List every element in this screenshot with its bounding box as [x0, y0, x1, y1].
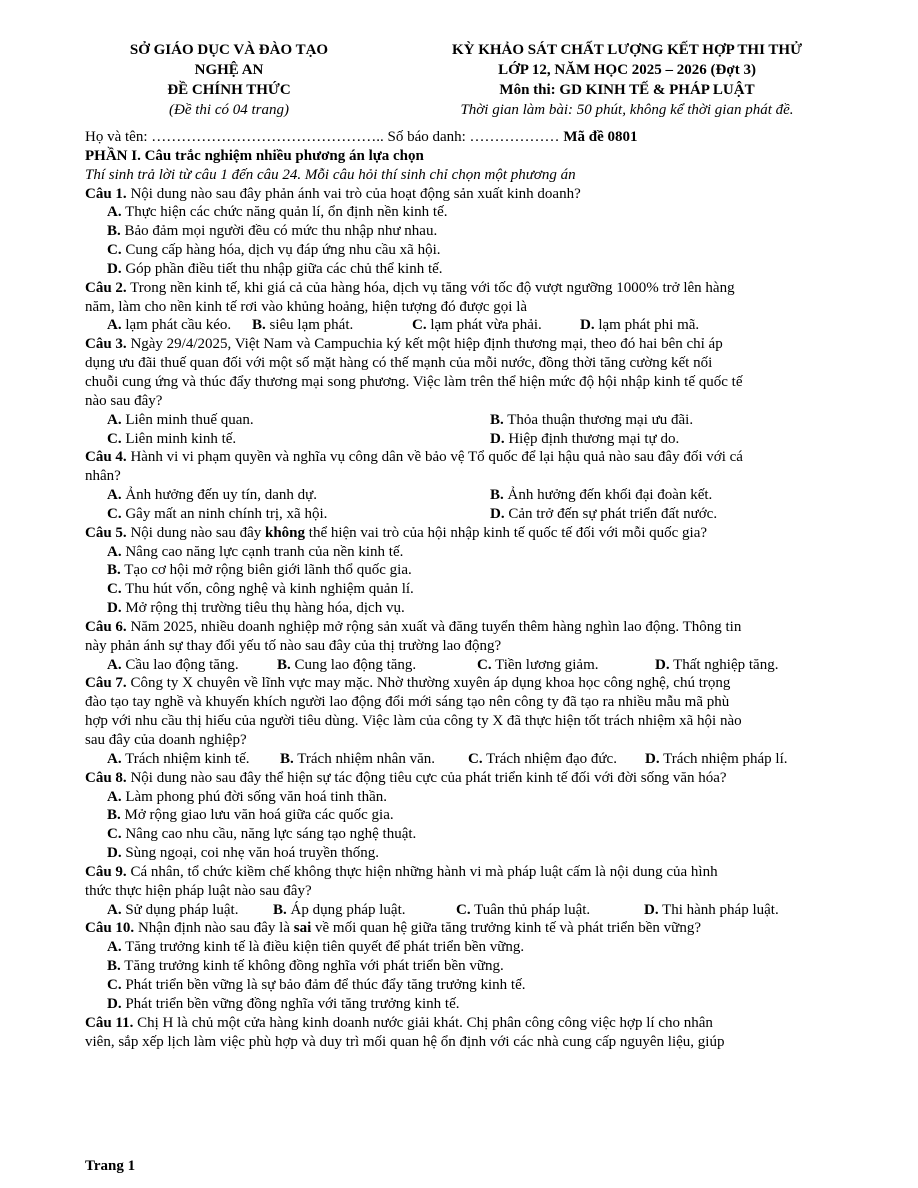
option-text: Áp dụng pháp luật. [286, 901, 406, 918]
option-letter: B. [490, 411, 504, 428]
province-name: NGHỆ AN [194, 62, 264, 78]
option-b [277, 656, 477, 675]
header-left [92, 40, 366, 120]
question-text: Hành vi vi phạm quyền và nghĩa vụ công dân về bảo vệ Tổ quốc để lại hậu quả nào sau đây đối với cá [126, 449, 743, 466]
option-c [107, 505, 490, 524]
question-text: thể hiện vai trò của hội nhập kinh tế quốc tế đối với mỗi quốc gia? [305, 524, 708, 541]
question-1 [85, 185, 875, 279]
question-text: thức thực hiện pháp luật nào sau đây? [85, 882, 312, 899]
option-d [85, 599, 875, 618]
option-d [490, 430, 873, 449]
option-text: Trách nhiệm pháp lí. [659, 750, 788, 767]
question-number: Câu 3. [85, 336, 127, 353]
option-letter: D. [655, 656, 670, 673]
question-text: năm, làm cho nền kinh tế rơi vào khủng hoảng, hiện tượng đó được gọi là [85, 298, 528, 315]
option-letter: C. [107, 505, 122, 522]
option-text: Cung lao động tăng. [290, 656, 417, 673]
student-info-line [85, 128, 875, 147]
option-a [107, 901, 273, 920]
option-text: Phát triển bền vững là sự bảo đảm để thúc đẩy tăng trưởng kinh tế. [121, 976, 526, 993]
question-text: sau đây của doanh nghiệp? [85, 732, 247, 748]
question-number: Câu 10. [85, 920, 135, 937]
question-text: Nội dung nào sau đây thể hiện sự tác động tiêu cực của phát triển kinh tế đối với đời sống văn hóa? [126, 769, 727, 786]
option-a [107, 316, 252, 335]
question-text: đào tạo tay nghề và khuyến khích người lao động đổi mới sáng tạo nên công ty đã tạo ra nhiều mẫu mã phù [85, 694, 730, 711]
option-text: Liên minh thuế quan. [121, 411, 254, 428]
option-letter: A. [107, 901, 122, 918]
option-letter: B. [107, 807, 121, 824]
option-text: Trách nhiệm nhân văn. [293, 750, 435, 767]
option-b [85, 222, 875, 241]
option-a [85, 938, 875, 957]
exam-subject: Môn thi: GD KINH TẾ & PHÁP LUẬT [499, 82, 755, 98]
question-number: Câu 5. [85, 524, 127, 541]
options-row [85, 750, 875, 769]
question-number: Câu 11. [85, 1014, 134, 1031]
question-number: Câu 1. [85, 185, 127, 202]
official-label: ĐỀ CHÍNH THỨC [167, 82, 291, 98]
option-b [85, 561, 875, 580]
option-a [107, 486, 490, 505]
option-text: Hiệp định thương mại tự do. [504, 430, 680, 447]
question-text: nào sau đây? [85, 392, 163, 409]
question-text: Nội dung nào sau đây phản ánh vai trò của hoạt động sản xuất kinh doanh? [126, 185, 581, 202]
option-letter: D. [580, 317, 595, 334]
option-text: Trách nhiệm đạo đức. [482, 750, 617, 767]
options-row [85, 486, 875, 505]
question-number: Câu 8. [85, 769, 127, 786]
option-letter: B. [107, 223, 121, 240]
option-letter: B. [273, 901, 287, 918]
question-9 [85, 863, 875, 920]
option-d [490, 505, 873, 524]
option-a [85, 788, 875, 807]
option-c [468, 750, 645, 769]
option-letter: D. [107, 995, 122, 1012]
option-letter: B. [252, 317, 266, 334]
option-a [107, 750, 280, 769]
option-letter: C. [468, 750, 483, 767]
page-number: Trang 1 [85, 1158, 136, 1174]
option-text: Liên minh kinh tế. [121, 430, 237, 447]
option-letter: C. [107, 430, 122, 447]
question-number: Câu 4. [85, 449, 127, 466]
option-letter: C. [456, 901, 471, 918]
option-text: lạm phát cầu kéo. [121, 317, 232, 334]
option-text: Thỏa thuận thương mại ưu đãi. [503, 411, 694, 428]
options-row [85, 430, 875, 449]
option-text: Làm phong phú đời sống văn hoá tinh thần. [121, 788, 387, 805]
option-text: Tăng trưởng kinh tế không đồng nghĩa với phát triển bền vững. [120, 958, 504, 975]
option-text: Sử dụng pháp luật. [121, 901, 239, 918]
option-letter: A. [107, 487, 122, 504]
student-info-text: Họ và tên: ……………………………………….. Số báo danh: ……………… [85, 129, 564, 145]
options-row [85, 901, 875, 920]
question-text: Công ty X chuyên về lĩnh vực may mặc. Nhờ thường xuyên áp dụng khoa học công nghệ, chú trọng [126, 675, 731, 692]
option-letter: B. [490, 487, 504, 504]
question-number: Câu 9. [85, 863, 127, 880]
option-text: Ảnh hưởng đến uy tín, danh dự. [121, 487, 318, 504]
option-letter: A. [107, 750, 122, 767]
option-letter: C. [107, 242, 122, 259]
option-text: lạm phát phi mã. [594, 317, 700, 334]
option-letter: A. [107, 656, 122, 673]
exam-duration: Thời gian làm bài: 50 phút, không kể thời gian phát đề. [460, 102, 794, 118]
option-text: Thực hiện các chức năng quản lí, ổn định nền kinh tế. [121, 204, 448, 221]
option-letter: B. [107, 958, 121, 975]
question-text: viên, sắp xếp lịch làm việc phù hợp và duy trì mối quan hệ ổn định với các nhà cung cấp nguyên liệu, giúp [85, 1033, 725, 1050]
option-letter: A. [107, 543, 122, 560]
question-5 [85, 524, 875, 618]
question-3 [85, 335, 875, 448]
option-b [273, 901, 456, 920]
option-letter: C. [107, 581, 122, 598]
option-letter: B. [107, 562, 121, 579]
question-text: Trong nền kinh tế, khi giá cả của hàng hóa, dịch vụ tăng với tốc độ vượt ngưỡng 1000% trở lên hàng [126, 279, 735, 296]
department-name: SỞ GIÁO DỤC VÀ ĐÀO TẠO [129, 42, 329, 58]
question-text: hợp với nhu cầu thị hiếu của người tiêu dùng. Việc làm của công ty X đã thực hiện tốt trách nhiệm xã hội nào [85, 713, 742, 730]
option-c [85, 976, 875, 995]
option-letter: D. [645, 750, 660, 767]
option-letter: D. [107, 600, 122, 617]
option-text: Bảo đảm mọi người đều có mức thu nhập như nhau. [120, 223, 438, 240]
options-row [85, 656, 875, 675]
question-text: nhân? [85, 468, 121, 485]
option-letter: B. [277, 656, 291, 673]
option-letter: D. [107, 260, 122, 277]
option-d [645, 750, 788, 769]
option-letter: C. [477, 656, 492, 673]
question-text: Nhận định nào sau đây là [134, 920, 294, 937]
options-row [85, 316, 875, 335]
option-d [644, 901, 779, 920]
option-text: Gây mất an ninh chính trị, xã hội. [121, 505, 328, 522]
exam-body [85, 128, 875, 1051]
option-text: siêu lạm phát. [265, 317, 354, 334]
question-text: này phản ánh sự thay đổi yếu tố nào sau đây của thị trường lao động? [85, 637, 502, 654]
option-text: Thu hút vốn, công nghệ và kinh nghiệm quản lí. [121, 581, 414, 598]
question-11 [85, 1014, 875, 1052]
option-a [85, 543, 875, 562]
option-c [85, 825, 875, 844]
option-text: Trách nhiệm kinh tế. [121, 750, 250, 767]
option-text: Tạo cơ hội mở rộng biên giới lãnh thổ quốc gia. [120, 562, 412, 579]
option-letter: A. [107, 788, 122, 805]
option-text: Phát triển bền vững đồng nghĩa với tăng trưởng kinh tế. [121, 995, 460, 1012]
option-a [107, 411, 490, 430]
option-text: Tăng trưởng kinh tế là điều kiện tiên quyết để phát triển bền vững. [121, 939, 525, 956]
option-letter: A. [107, 317, 122, 334]
option-d [85, 260, 875, 279]
option-letter: C. [412, 317, 427, 334]
option-text: Sùng ngoại, coi nhẹ văn hoá truyền thống. [121, 845, 380, 862]
negation-word: không [265, 524, 306, 541]
option-text: Ảnh hưởng đến khối đại đoàn kết. [503, 487, 713, 504]
option-text: Tuân thủ pháp luật. [470, 901, 591, 918]
question-text: Năm 2025, nhiều doanh nghiệp mở rộng sản xuất và đăng tuyển thêm hàng nghìn lao động. Thông tin [126, 618, 742, 635]
exam-title: KỲ KHẢO SÁT CHẤT LƯỢNG KẾT HỢP THI THỬ [451, 42, 803, 58]
question-8 [85, 769, 875, 863]
option-text: Mở rộng thị trường tiêu thụ hàng hóa, dịch vụ. [121, 600, 405, 617]
question-text: Cá nhân, tổ chức kiềm chế không thực hiện những hành vi mà pháp luật cấm là nội dung của hình [126, 863, 718, 880]
option-letter: A. [107, 411, 122, 428]
question-7 [85, 674, 875, 768]
option-text: Thi hành pháp luật. [658, 901, 779, 918]
question-text: Ngày 29/4/2025, Việt Nam và Campuchia ký kết một hiệp định thương mại, theo đó hai bên chỉ áp [126, 336, 723, 353]
option-letter: D. [644, 901, 659, 918]
option-letter: D. [490, 430, 505, 447]
option-letter: D. [107, 845, 122, 862]
question-text: Nội dung nào sau đây [126, 524, 265, 541]
option-text: Góp phần điều tiết thu nhập giữa các chủ thể kinh tế. [121, 260, 443, 277]
question-4 [85, 448, 875, 523]
exam-code: Mã đề 0801 [563, 129, 638, 145]
option-b [280, 750, 468, 769]
option-c [85, 580, 875, 599]
options-row [85, 411, 875, 430]
option-a [107, 656, 277, 675]
option-d [655, 656, 778, 675]
question-10 [85, 919, 875, 1013]
question-2 [85, 279, 875, 336]
option-c [412, 316, 580, 335]
option-text: Cầu lao động tăng. [121, 656, 239, 673]
question-number: Câu 2. [85, 279, 127, 296]
option-text: Cản trở đến sự phát triển đất nước. [504, 505, 718, 522]
option-d [85, 995, 875, 1014]
option-letter: C. [107, 976, 122, 993]
question-text: Chị H là chủ một cửa hàng kinh doanh nước giải khát. Chị phân công công việc hợp lí cho nhân [133, 1014, 713, 1031]
option-letter: B. [280, 750, 294, 767]
option-text: Thất nghiệp tăng. [669, 656, 779, 673]
option-d [580, 316, 699, 335]
section-instruction: Thí sinh trả lời từ câu 1 đến câu 24. Mỗi câu hỏi thí sinh chỉ chọn một phương án [85, 166, 576, 183]
option-b [85, 806, 875, 825]
question-6 [85, 618, 875, 675]
option-text: lạm phát vừa phải. [426, 317, 542, 334]
option-letter: C. [107, 826, 122, 843]
option-text: Mở rộng giao lưu văn hoá giữa các quốc gia. [120, 807, 394, 824]
option-a [85, 203, 875, 222]
options-row [85, 505, 875, 524]
option-d [85, 844, 875, 863]
section-title: PHẦN I. Câu trắc nghiệm nhiều phương án lựa chọn [85, 147, 424, 164]
option-letter: A. [107, 204, 122, 221]
page-count-note: (Đề thi có 04 trang) [169, 102, 289, 118]
option-text: Tiền lương giảm. [491, 656, 599, 673]
negation-word: sai [293, 920, 312, 937]
header-right [398, 40, 856, 120]
option-c [456, 901, 644, 920]
option-text: Cung cấp hàng hóa, dịch vụ đáp ứng nhu cầu xã hội. [121, 242, 441, 259]
option-b [252, 316, 412, 335]
question-number: Câu 7. [85, 675, 127, 692]
option-b [490, 486, 873, 505]
option-letter: D. [490, 505, 505, 522]
exam-grade-year: LỚP 12, NĂM HỌC 2025 – 2026 (Đợt 3) [498, 62, 756, 78]
option-text: Nâng cao nhu cầu, năng lực sáng tạo nghệ thuật. [121, 826, 417, 843]
question-text: về mối quan hệ giữa tăng trưởng kinh tế và phát triển bền vững? [311, 920, 701, 937]
option-b [490, 411, 873, 430]
question-text: chuỗi cung ứng và thúc đẩy thương mại song phương. Việc làm trên thể hiện mức độ hội nhập kinh tế quốc tế [85, 373, 743, 390]
option-c [477, 656, 655, 675]
option-letter: A. [107, 939, 122, 956]
option-c [85, 241, 875, 260]
option-b [85, 957, 875, 976]
option-c [107, 430, 490, 449]
question-number: Câu 6. [85, 618, 127, 635]
question-text: dụng ưu đãi thuế quan đối với một số mặt hàng có thế mạnh của mỗi nước, đồng thời tăng cường kết nối [85, 355, 713, 372]
option-text: Nâng cao năng lực cạnh tranh của nền kinh tế. [121, 543, 404, 560]
